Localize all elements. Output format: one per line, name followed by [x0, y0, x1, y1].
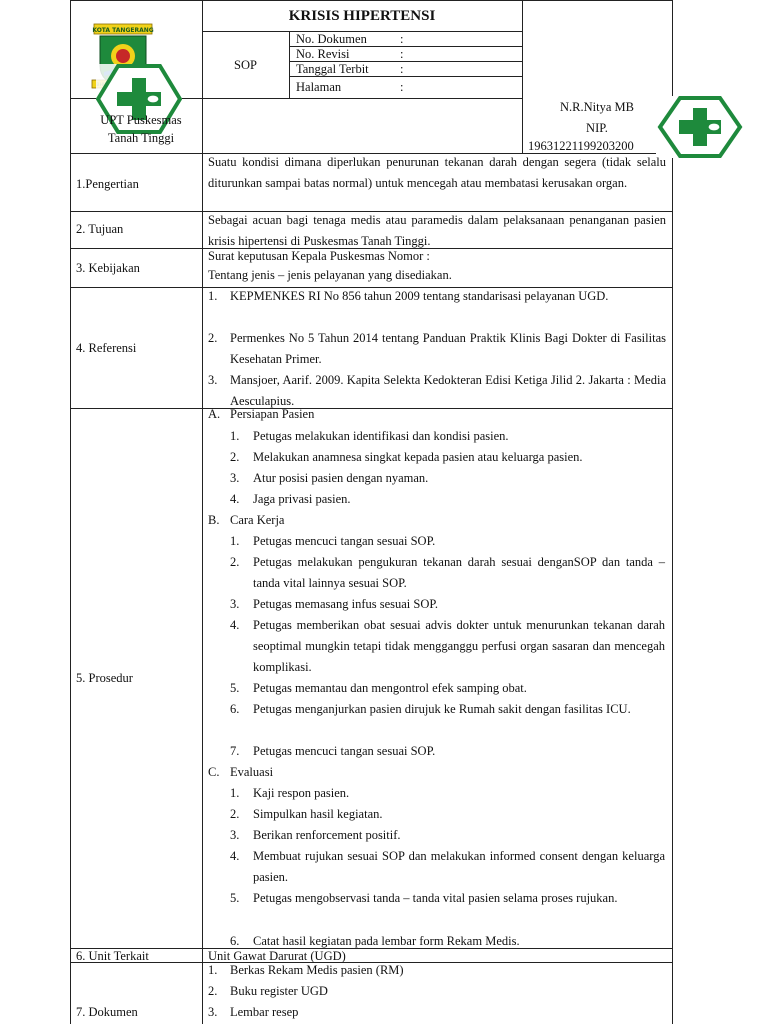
list-item: 2. Permenkes No 5 Tahun 2014 tentang Panduan Praktik Klinis Bagi Dokter di Fasilitas Kesehatan Primer. [208, 331, 666, 366]
doc-field-label: No. Revisi [296, 47, 350, 61]
section-label-pengertian: 1.Pengertian [76, 177, 139, 191]
section-label-unit: 6. Unit Terkait [76, 949, 149, 963]
list-number: 1. [230, 429, 240, 443]
tujuan-text: Sebagai acuan bagi tenaga medis atau paramedis dalam pelaksanaan penanganan pasien krisis hipertensi di Puskesmas Tanah Tinggi. [208, 213, 666, 248]
list-number: 2. [230, 450, 240, 464]
list-item: Kaji respon pasien. [253, 786, 350, 800]
doc-field-sep: : [400, 80, 404, 94]
org-name-line1: UPT Puskesmas [100, 113, 182, 127]
list-number: 6. [230, 934, 240, 948]
doc-field-label: Tanggal Terbit [296, 62, 369, 76]
list-item: Jaga privasi pasien. [253, 492, 351, 506]
list-item: Berkas Rekam Medis pasien (RM) [230, 963, 404, 977]
subsection-marker: C. [208, 765, 220, 779]
doc-field-label: No. Dokumen [296, 32, 367, 46]
list-item: Melakukan anamnesa singkat kepada pasien atau keluarga pasien. [253, 450, 583, 464]
section-label-prosedur: 5. Prosedur [76, 671, 133, 685]
subsection-title-c: Evaluasi [230, 765, 274, 779]
section-label-tujuan: 2. Tujuan [76, 222, 124, 236]
list-item: Petugas melakukan identifikasi dan kondisi pasien. [253, 429, 509, 443]
page-title: KRISIS HIPERTENSI [288, 8, 436, 24]
list-item: Atur posisi pasien dengan nyaman. [253, 471, 429, 485]
subsection-marker: B. [208, 513, 220, 527]
list-item: Membuat rujukan sesuai SOP dan melakukan informed consent dengan keluarga pasien. [253, 849, 665, 884]
list-number: 1. [230, 534, 240, 548]
list-item: 3. Mansjoer, Aarif. 2009. Kapita Selekta Kedokteran Edisi Ketiga Jilid 2. Jakarta : Media Aesculapius. [208, 373, 666, 408]
doc-field-label: Halaman [296, 80, 342, 94]
signer-nip: 19631221199203200 [528, 139, 634, 153]
list-item: Lembar resep [230, 1005, 299, 1019]
list-item: Petugas mencuci tangan sesuai SOP. [253, 744, 436, 758]
list-number: 3. [230, 471, 240, 485]
list-number: 1. [208, 963, 218, 977]
list-item: Petugas mencuci tangan sesuai SOP. [253, 534, 436, 548]
doc-field-sep: : [400, 47, 404, 61]
section-label-referensi: 4. Referensi [76, 341, 137, 355]
list-item: Petugas memasang infus sesuai SOP. [253, 597, 439, 611]
list-number: 5. [230, 681, 240, 695]
subsection-marker: A. [208, 407, 221, 421]
puskesmas-logo-right [656, 96, 744, 158]
list-number: 1. [230, 786, 240, 800]
unit-text: Unit Gawat Darurat (UGD) [208, 949, 346, 963]
org-name-line2: Tanah Tinggi [107, 131, 175, 145]
list-number: 3. [230, 597, 240, 611]
section-label-kebijakan: 3. Kebijakan [76, 261, 140, 275]
list-number: 3. [208, 1005, 218, 1019]
pengertian-text: Suatu kondisi dimana diperlukan penurunan tekanan darah dengan segera (tidak selalu diturunkan sampai batas normal) untuk mencegah atau membatasi kerusakan organ. [208, 155, 666, 190]
list-item: Petugas mengobservasi tanda – tanda vital pasien selama proses rujukan. [253, 891, 618, 905]
list-item: Petugas memantau dan mengontrol efek samping obat. [253, 681, 527, 695]
list-item: Catat hasil kegiatan pada lembar form Rekam Medis. [253, 934, 520, 948]
list-number: 5. [230, 891, 240, 905]
list-number: 3. [230, 828, 240, 842]
signer-nip-label: NIP. [586, 121, 608, 135]
section-label-dokumen: 7. Dokumen [76, 1005, 138, 1019]
doc-field-sep: : [400, 62, 404, 76]
list-item: Petugas menganjurkan pasien dirujuk ke Rumah sakit dengan fasilitas ICU. [253, 702, 631, 716]
list-number: 6. [230, 702, 240, 716]
list-number: 4. [230, 492, 240, 506]
list-item: Petugas melakukan pengukuran tekanan darah sesuai denganSOP dan tanda – tanda vital lainnya sesuai SOP. [253, 555, 665, 590]
sop-label: SOP [234, 58, 257, 72]
list-number: 7. [230, 744, 240, 758]
list-number: 4. [230, 849, 240, 863]
referensi-list [208, 286, 666, 412]
doc-field-sep: : [400, 32, 404, 46]
list-number: 4. [230, 618, 240, 632]
list-number: 2. [208, 984, 218, 998]
kebijakan-line1: Surat keputusan Kepala Puskesmas Nomor : [208, 249, 430, 263]
list-item: Simpulkan hasil kegiatan. [253, 807, 383, 821]
subsection-title-a: Persiapan Pasien [230, 407, 315, 421]
subsection-title-b: Cara Kerja [230, 513, 285, 527]
list-item: 1. KEPMENKES RI No 856 tahun 2009 tentang standarisasi pelayanan UGD. [208, 289, 609, 303]
list-number: 2. [230, 807, 240, 821]
logo-text-top: KOTA TANGERANG [92, 27, 154, 34]
kebijakan-line2: Tentang jenis – jenis pelayanan yang disediakan. [208, 268, 452, 282]
signer-name: N.R.Nitya MB [560, 100, 634, 114]
list-item: Petugas memberikan obat sesuai advis dokter untuk menurunkan tekanan darah seoptimal mungkin tetapi tidak mengganggu perfusi organ sasaran dan mencegah komplikasi. [253, 618, 665, 674]
list-item: Buku register UGD [230, 984, 328, 998]
list-number: 2. [230, 555, 240, 569]
list-item: Berikan renforcement positif. [253, 828, 401, 842]
